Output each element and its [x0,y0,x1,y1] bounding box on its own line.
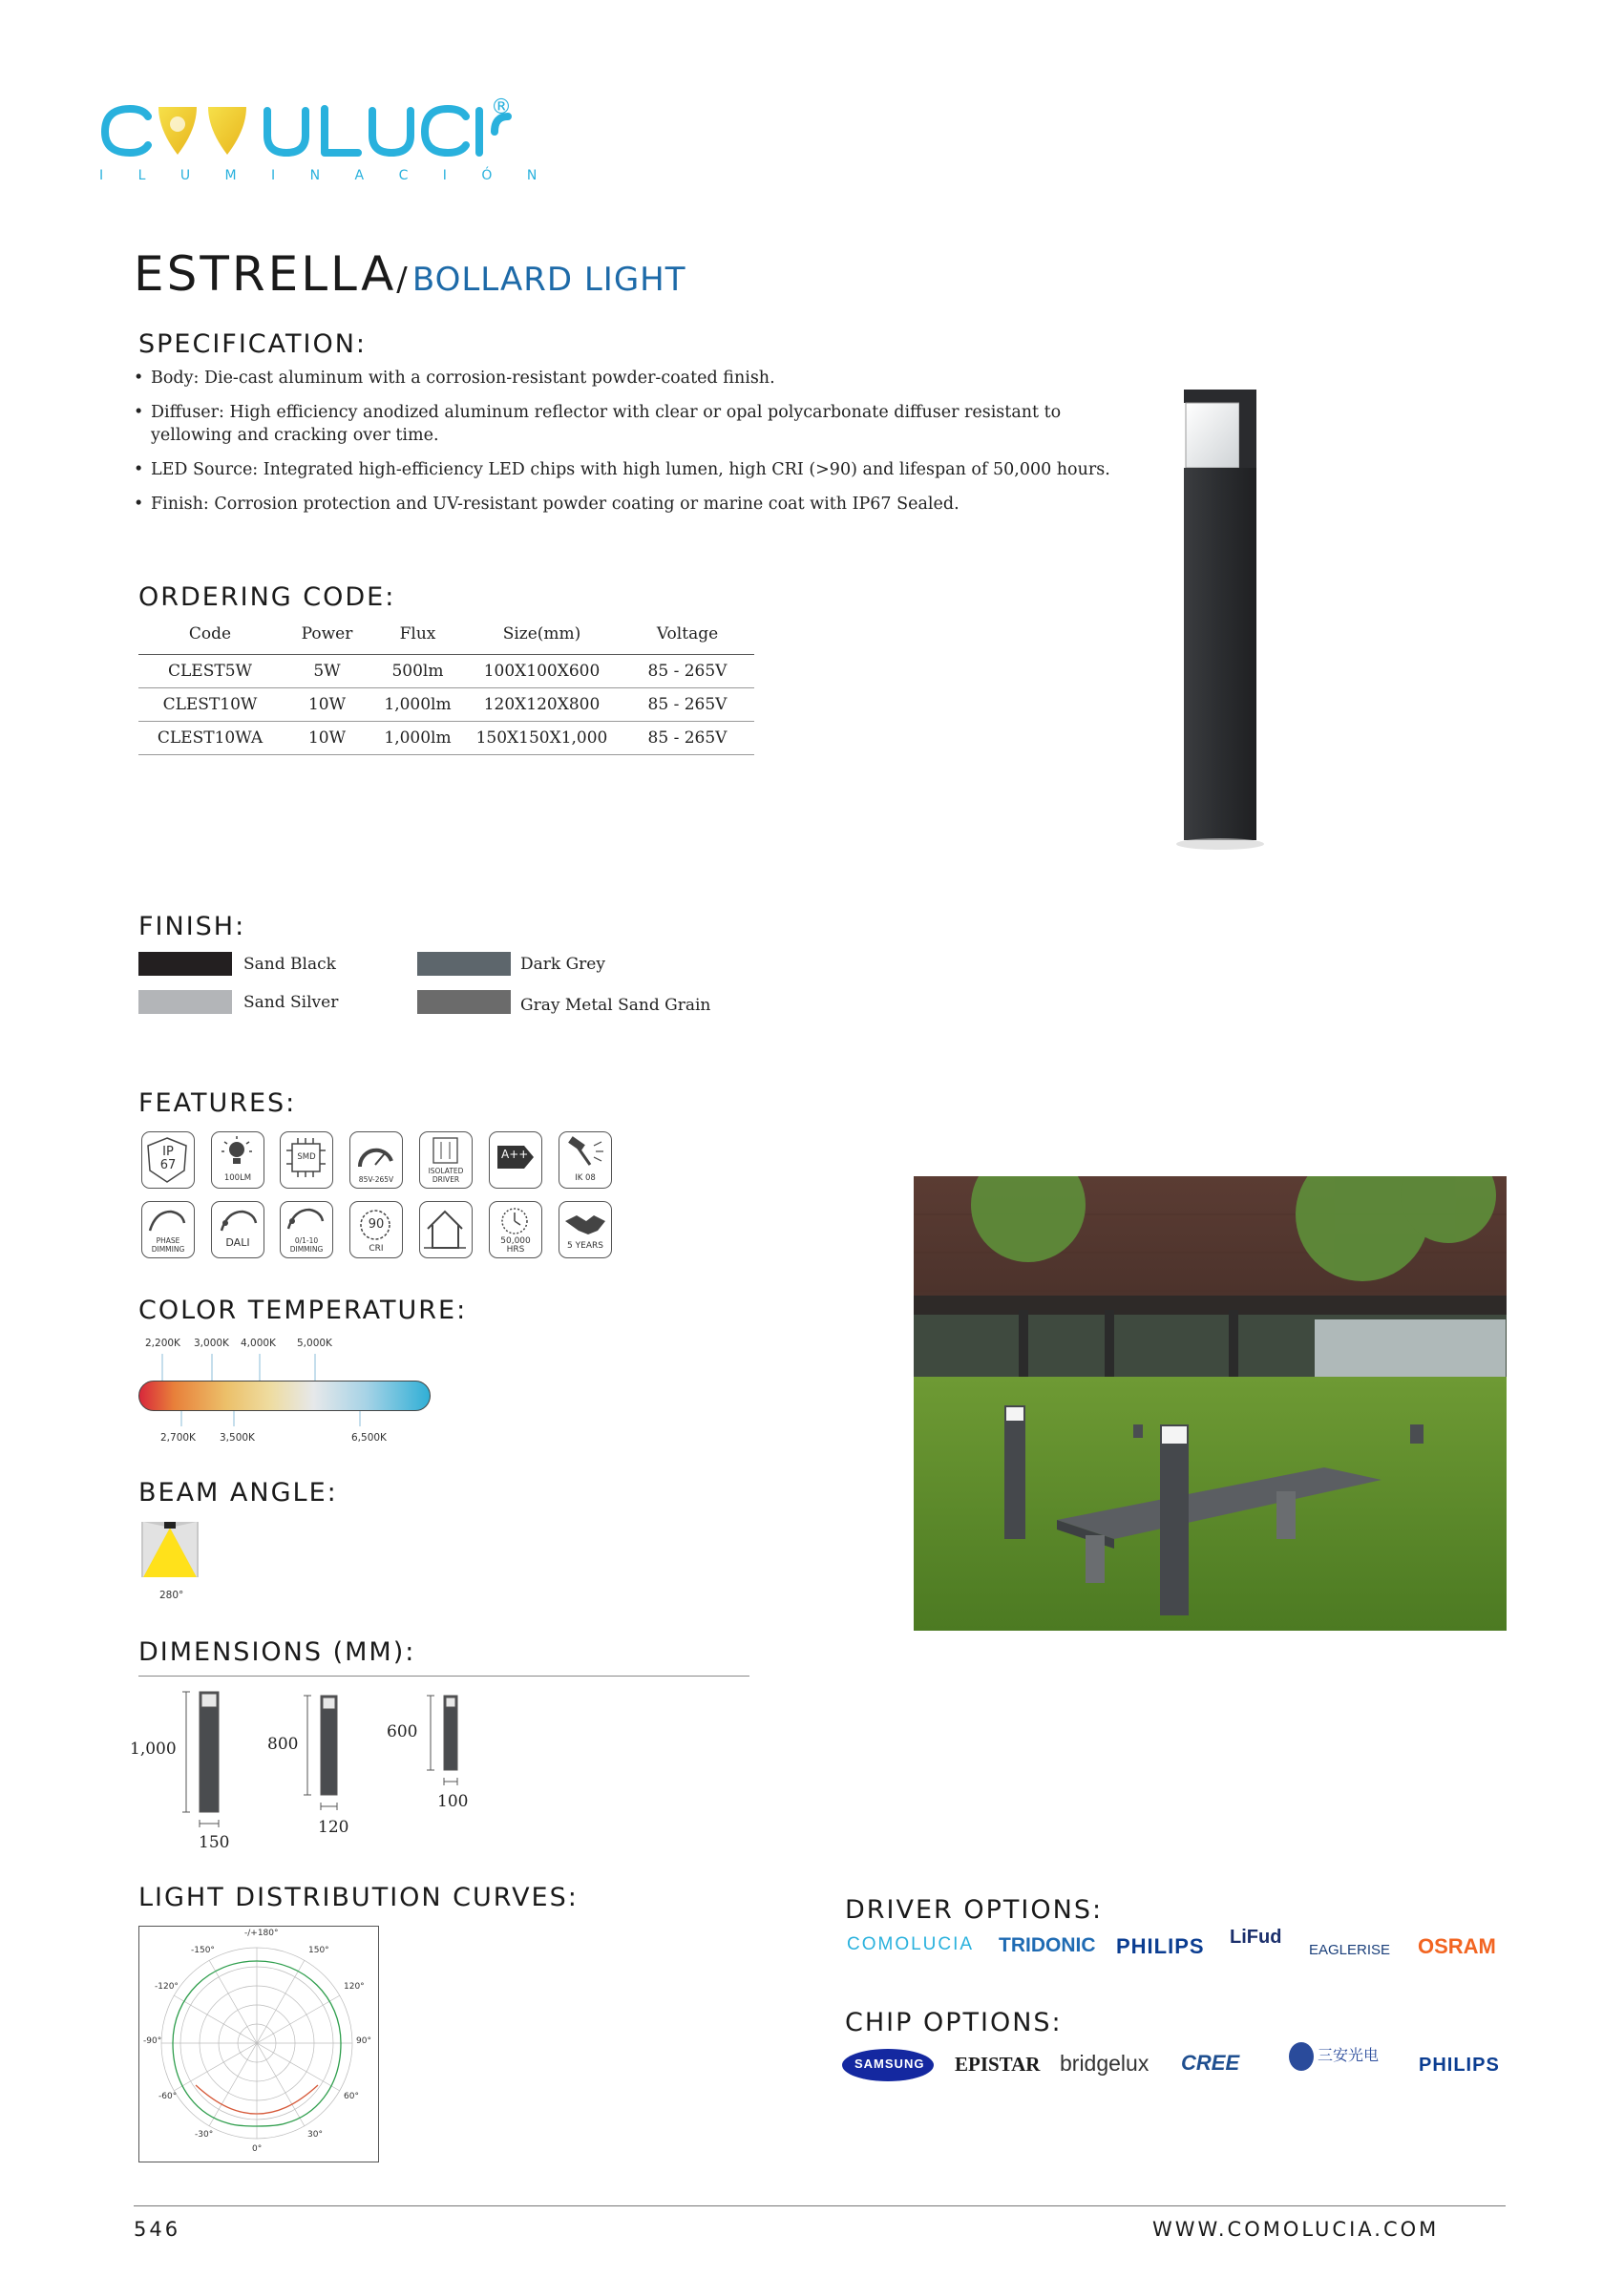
light-distribution-heading: LIGHT DISTRIBUTION CURVES: [138,1883,579,1912]
driver-brand-eaglerise: EAGLERISE [1309,1942,1391,1958]
cell: 1,000lm [372,688,463,722]
chip-brand-bridgelux: bridgelux [1060,2051,1149,2076]
finish-label: Gray Metal Sand Grain [520,996,711,1015]
cell: 85 - 265V [621,688,754,722]
dimension-width: 120 [318,1818,349,1837]
driver-brand-philips: PHILIPS [1116,1934,1205,1958]
cell: 85 - 265V [621,655,754,688]
cell: 100X100X600 [463,655,621,688]
angle-label: 0° [252,2144,263,2154]
phase-dimming-icon: PHASE DIMMING [141,1201,195,1258]
finish-label: Dark Grey [520,955,605,974]
angle-label: 150° [308,1946,329,1955]
chip-brand-cree: CREE [1181,2051,1240,2075]
cell: 10W [282,688,372,722]
angle-label: -/+180° [244,1929,279,1938]
ordering-heading: ORDERING CODE: [138,582,396,612]
dimension-width: 150 [199,1833,230,1852]
website-link[interactable]: WWW.COMOLUCIA.COM [1152,2218,1440,2241]
cell: 150X150X1,000 [463,722,621,755]
cell: CLEST10WA [138,722,282,755]
voltage-gauge-icon: 85V-265V [349,1131,403,1189]
chip-brand-epistar: EPISTAR [955,2053,1041,2076]
polar-chart [138,1926,379,2162]
angle-label: 120° [344,1982,365,1992]
chip-brand-sanan: 三安光电 [1318,2046,1380,2064]
smd-chip-icon: SMD [280,1131,333,1189]
spec-item-diffuser: • Diffuser: High efficiency anodized aluminum reflector with clear or opal polycarbonate diffuser resistant to yellowing and cracking over time. [134,401,1086,447]
brand-logo [95,95,553,191]
cct-label-top: 3,000K [194,1338,229,1349]
dimming-010-icon: 0/1-10 DIMMING [280,1201,333,1258]
finish-heading: FINISH: [138,912,246,941]
col-power: Power [282,616,372,655]
driver-brand-comolucia: COMOLUCIA [847,1934,975,1954]
specification-list [134,367,1146,527]
finish-label: Sand Black [243,955,336,974]
cell: 120X120X800 [463,688,621,722]
cct-label-bottom: 2,700K [160,1432,196,1444]
dimensions-rule [138,1676,749,1677]
driver-options-heading: DRIVER OPTIONS: [845,1895,1104,1925]
cct-label-top: 2,200K [145,1338,180,1349]
driver-brand-osram: OSRAM [1418,1934,1496,1958]
color-temperature-heading: COLOR TEMPERATURE: [138,1296,468,1325]
clock-hours-icon: 50,000 HRS [489,1201,542,1258]
product-name: ESTRELLA [134,246,397,302]
swatch-dark-grey [417,952,511,976]
chip-brand-philips: PHILIPS [1419,2055,1500,2076]
dimension-width: 100 [437,1792,469,1811]
cell: 5W [282,655,372,688]
product-image [1155,382,1289,859]
table-row [138,722,754,755]
angle-label: 30° [307,2130,323,2140]
handshake-icon: 5 YEARS [559,1201,612,1258]
dimension-height: 1,000 [130,1740,177,1759]
spec-item-body: • Body: Die-cast aluminum with a corrosion-resistant powder-coated finish. [134,367,1146,390]
cell: CLEST10W [138,688,282,722]
table-row [138,688,754,722]
col-size: Size(mm) [463,616,621,655]
swatch-gray-metal [417,990,511,1014]
angle-label: 60° [344,2092,359,2101]
footer-rule [134,2205,1506,2206]
spec-item-led-source: • LED Source: Integrated high-efficiency LED chips with high lumen, high CRI (>90) and lifespan of 50,000 hours. [134,458,1146,481]
angle-label: -150° [191,1946,215,1955]
swatch-sand-black [138,952,232,976]
product-title [134,246,686,302]
cell: 10W [282,722,372,755]
angle-label: -60° [158,2092,178,2101]
chip-brand-samsung: SAMSUNG [854,2057,925,2071]
cct-label-top: 5,000K [297,1338,332,1349]
bulb-icon: 100LM [211,1131,264,1189]
cell: 1,000lm [372,722,463,755]
col-voltage: Voltage [621,616,754,655]
chip-options-heading: CHIP OPTIONS: [845,2008,1063,2037]
house-icon [419,1201,473,1258]
hammer-impact-icon: IK 08 [559,1131,612,1189]
isolated-driver-icon: ISOLATED DRIVER [419,1131,473,1189]
cell: 500lm [372,655,463,688]
beam-angle-icon [141,1522,199,1577]
angle-label: -90° [143,2036,162,2046]
table-header-row [138,616,754,655]
angle-label: -30° [195,2130,214,2140]
cell: 85 - 265V [621,722,754,755]
cct-label-top: 4,000K [241,1338,276,1349]
dali-icon: DALI [211,1201,264,1258]
features-heading: FEATURES: [138,1088,297,1118]
dimension-height: 600 [387,1722,418,1741]
page-number: 546 [134,2218,181,2241]
logo-wordmark [95,95,516,162]
dimension-height: 800 [267,1735,299,1754]
angle-label: -120° [155,1982,179,1992]
driver-brand-tridonic: TRIDONIC [999,1934,1096,1956]
registered-mark: ® [491,95,512,119]
logo-tagline: I L U M I N A C I Ó N [99,168,553,183]
finish-label: Sand Silver [243,993,339,1012]
col-code: Code [138,616,282,655]
angle-label: 90° [356,2036,371,2046]
cri-icon: 90 CRI [349,1201,403,1258]
swatch-sand-silver [138,990,232,1014]
cct-label-bottom: 3,500K [220,1432,255,1444]
product-category: BOLLARD LIGHT [411,261,686,299]
ordering-table [138,616,754,755]
dimensions-heading: DIMENSIONS (MM): [138,1637,416,1667]
col-flux: Flux [372,616,463,655]
title-separator: / [396,261,408,299]
cct-gradient-bar [138,1381,431,1411]
chip-brand-sanan-icon [1289,2042,1314,2071]
driver-brand-lifud: LiFud [1230,1927,1282,1948]
installation-photo [914,1176,1507,1631]
specification-heading: SPECIFICATION: [138,329,368,359]
table-row [138,655,754,688]
ip67-icon: IP 67 [141,1131,195,1189]
beam-angle-value: 280° [159,1590,184,1601]
spec-item-finish: • Finish: Corrosion protection and UV-resistant powder coating or marine coat with IP67 Sealed. [134,493,1146,516]
energy-class-icon: A++ [489,1131,542,1189]
cct-label-bottom: 6,500K [351,1432,387,1444]
cell: CLEST5W [138,655,282,688]
beam-angle-heading: BEAM ANGLE: [138,1478,338,1508]
